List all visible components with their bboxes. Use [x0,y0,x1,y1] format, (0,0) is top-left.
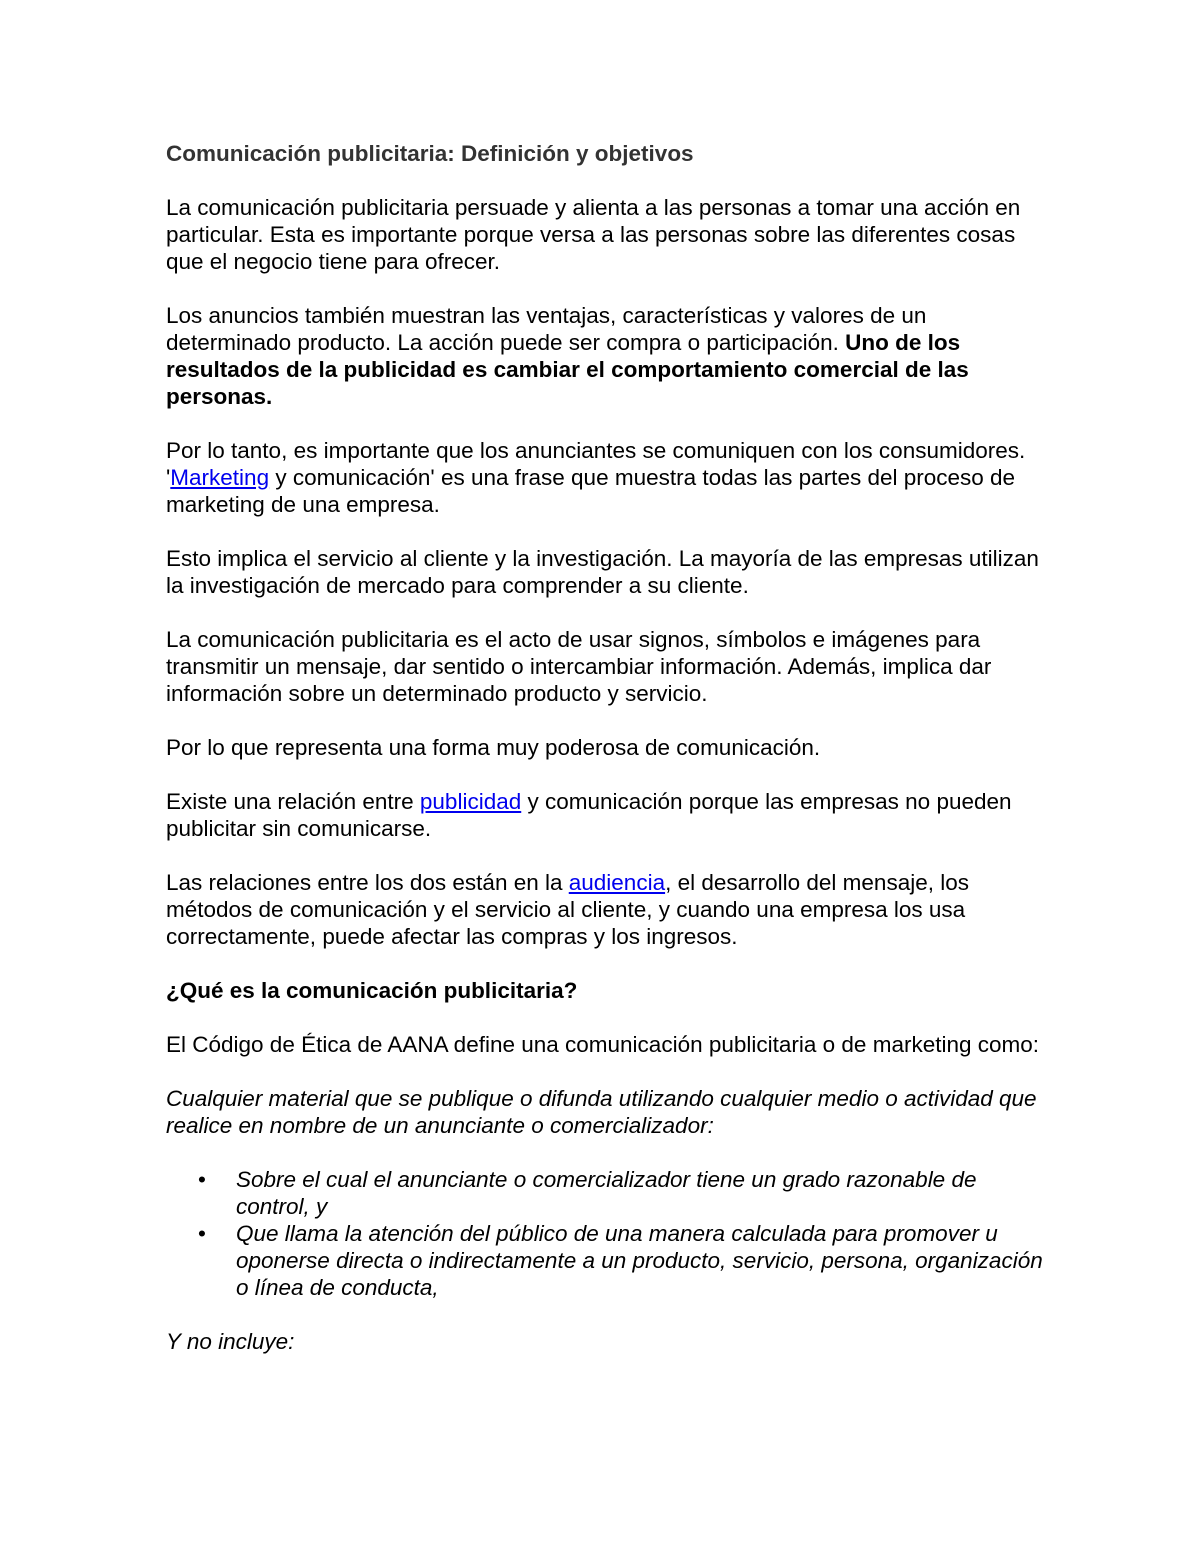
bullet-list [166,1166,1046,1301]
paragraph-relation [166,788,1046,842]
link-audiencia[interactable]: audiencia [568,870,666,895]
paragraph-intro: La comunicación publicitaria persuade y alienta a las personas a tomar una acción en particular. Esta es importante porque versa a las personas sobre las diferentes cosas que el negocio tiene para ofrecer. [166,195,1021,274]
paragraph-text: y comunicación' es una frase que muestra todas las partes del proceso de marketing de una empresa. [166,465,1016,517]
paragraph-text: , el desarrollo del mensaje, los métodos de comunicación y el servicio al cliente, y cuando una empresa los usa correctamente, puede afectar las compras y los ingresos. [166,870,969,949]
bold-statement: Uno de los resultados de la publicidad es cambiar el comportamiento comercial de las personas. [166,330,969,409]
document-page [166,140,1046,1382]
paragraph-definition: La comunicación publicitaria es el acto de usar signos, símbolos e imágenes para transmitir un mensaje, dar sentido o intercambiar información. Además, implica dar información sobre un determinado producto y servicio. [166,627,992,706]
paragraph-text: Existe una relación entre [166,789,420,814]
paragraph-aana: El Código de Ética de AANA define una comunicación publicitaria o de marketing como: [166,1032,1040,1057]
paragraph-research: Esto implica el servicio al cliente y la investigación. La mayoría de las empresas utilizan la investigación de mercado para comprender a su cliente. [166,546,1039,598]
paragraph-excludes: Y no incluye: [166,1329,295,1354]
paragraph-audience [166,869,1046,950]
list-item-text: Que llama la atención del público de una manera calculada para promover u oponerse directa o indirectamente a un producto, servicio, persona, organización o línea de conducta, [236,1221,1043,1300]
quote-definition: Cualquier material que se publique o difunda utilizando cualquier medio o actividad que realice en nombre de un anunciante o comercializador: [166,1086,1037,1138]
paragraph-text: Las relaciones entre los dos están en la [166,870,569,895]
section-heading: ¿Qué es la comunicación publicitaria? [166,978,578,1003]
document-title: Comunicación publicitaria: Definición y objetivos [166,141,694,166]
paragraph-text: Por lo tanto, es importante que los anunciantes se comuniquen con los consumidores. ' [166,438,1026,490]
paragraph-text: Los anuncios también muestran las ventajas, características y valores de un determinado producto. La acción puede ser compra o participación. [166,303,927,355]
paragraph-consumers [166,437,1046,518]
list-item-text: Sobre el cual el anunciante o comercializador tiene un grado razonable de control, y [236,1167,977,1219]
paragraph-powerful: Por lo que representa una forma muy poderosa de comunicación. [166,735,821,760]
link-publicidad[interactable]: publicidad [419,789,522,814]
bullet-icon: • [198,1167,206,1192]
paragraph-advantages [166,302,1046,410]
paragraph-text: y comunicación porque las empresas no pueden publicitar sin comunicarse. [166,789,1012,841]
list-item [198,1220,1046,1301]
bullet-icon: • [198,1221,206,1246]
link-marketing[interactable]: Marketing [170,465,270,490]
list-item [198,1166,1046,1220]
